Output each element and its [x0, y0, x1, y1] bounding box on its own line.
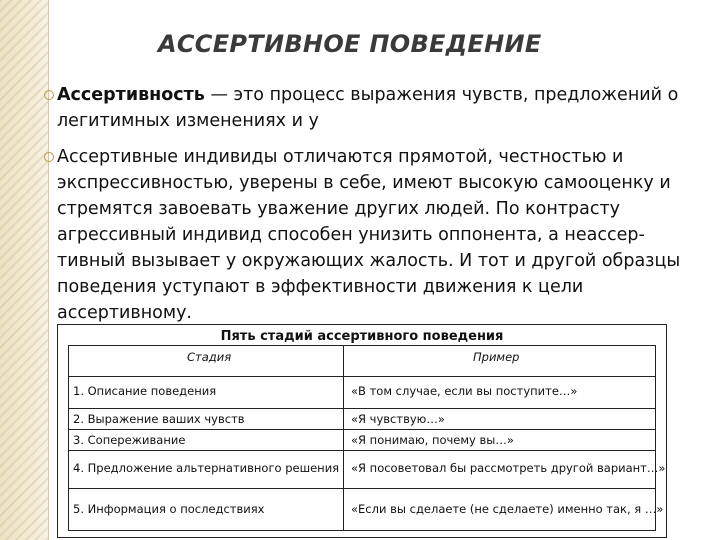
stages-table-image: [57, 324, 667, 538]
example-cell: «В том случае, если вы поступите…»: [351, 384, 578, 398]
term-assertiveness: Ассертивность: [57, 85, 205, 105]
example-cell: «Я понимаю, почему вы…»: [351, 433, 514, 447]
paragraph-comparison: [57, 144, 697, 326]
example-cell: «Я посоветовал бы рассмотреть другой вариант…»: [351, 461, 666, 475]
paragraph-line: ассертивному.: [57, 303, 192, 323]
definition-line-2: легитимных изменениях и у: [57, 111, 319, 131]
stage-cell: 4. Предложение альтернативного решения: [73, 461, 340, 475]
table-row-divider: [69, 408, 655, 409]
paragraph-line: поведения уступают в эффективности движения к цели: [57, 277, 584, 297]
stage-cell: 5. Информация о последствиях: [73, 502, 265, 516]
table-column-divider: [343, 346, 344, 530]
slide-title: АССЕРТИВНОЕ ПОВЕДЕНИЕ: [158, 30, 542, 58]
example-cell: «Если вы сделаете (не сделаете) именно так, я …»: [351, 502, 664, 516]
table-row-divider: [69, 429, 655, 430]
table-row-divider: [69, 488, 655, 489]
bullet-circle-icon: [44, 90, 54, 100]
stage-cell: 3. Сопереживание: [73, 433, 186, 447]
definition-text: — это процесс выражения чувств, предложений о: [204, 85, 679, 105]
example-cell: «Я чувствую…»: [351, 412, 445, 426]
header-example: Пример: [473, 350, 520, 364]
paragraph-definition: [57, 82, 697, 134]
stages-table: [68, 345, 666, 531]
paragraph-line: стремятся завоевать уважение других людей. По контрасту: [57, 199, 620, 219]
paragraph-line: экспрессивностью, уверены в себе, имеют высокую самооценку и: [57, 173, 671, 193]
table-row-divider: [69, 376, 655, 377]
paragraph-line: Ассертивные индивиды отличаются прямотой, честностью и: [57, 147, 624, 167]
bullet-circle-icon: [44, 152, 54, 162]
stage-cell: 1. Описание поведения: [73, 384, 217, 398]
definition-line-1: [57, 82, 697, 108]
decorative-side-band: [0, 0, 48, 540]
header-stage: Стадия: [187, 350, 232, 364]
table-title: Пять стадий ассертивного поведения: [220, 329, 504, 344]
side-band-divider: [48, 0, 49, 540]
paragraph-line: тивный вызывает у окружающих жалость. И тот и другой образцы: [57, 251, 681, 271]
table-row-divider: [69, 450, 655, 451]
paragraph-line: агрессивный индивид способен унизить оппонента, а неассер-: [57, 225, 645, 245]
stage-cell: 2. Выражение ваших чувств: [73, 412, 245, 426]
